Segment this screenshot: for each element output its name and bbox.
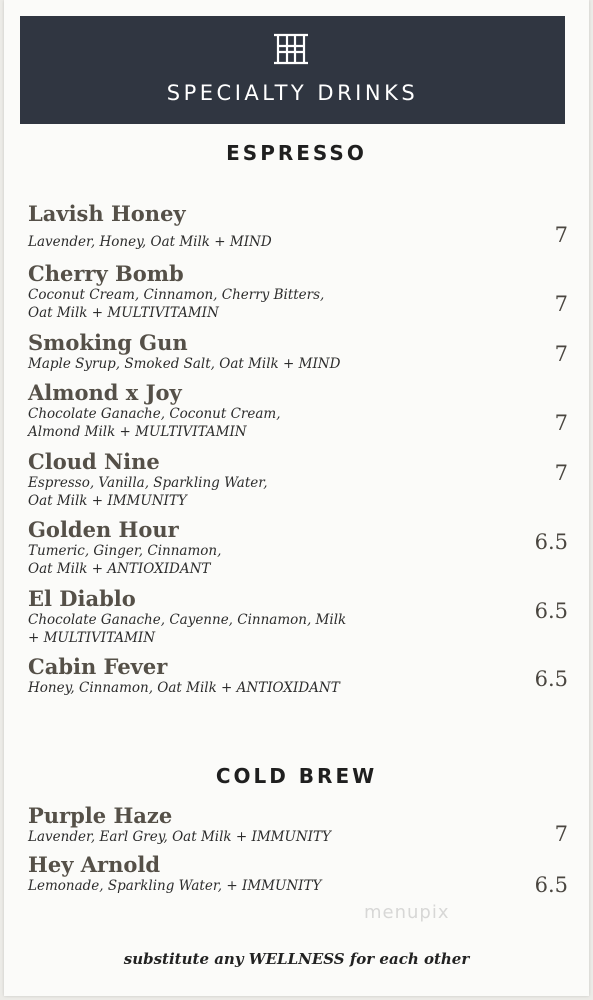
item-price: 6.5 <box>534 530 568 554</box>
section-title-cold-brew: COLD BREW <box>215 764 378 788</box>
item-description: Lavender, Earl Grey, Oat Milk + IMMUNITY <box>28 829 331 845</box>
menu-item <box>28 381 568 441</box>
item-description: Chocolate Ganache, Cayenne, Cinnamon, Milk <box>28 612 347 628</box>
item-price: 6.5 <box>534 667 568 691</box>
item-price: 6.5 <box>534 873 568 897</box>
footer-note: substitute any WELLNESS for each other <box>123 950 470 968</box>
menu-item <box>28 655 568 697</box>
item-price: 6.5 <box>534 599 568 623</box>
menu-item <box>28 262 568 322</box>
item-description: Tumeric, Ginger, Cinnamon, <box>28 543 222 559</box>
item-description: + MULTIVITAMIN <box>28 630 156 646</box>
menu-card <box>4 0 589 996</box>
item-price: 7 <box>554 342 568 366</box>
item-description: Oat Milk + ANTIOXIDANT <box>28 561 211 577</box>
menu-item <box>28 202 568 251</box>
item-description: Almond Milk + MULTIVITAMIN <box>28 424 247 440</box>
item-price: 7 <box>554 822 568 846</box>
item-description: Chocolate Ganache, Coconut Cream, <box>28 406 281 422</box>
item-price: 7 <box>554 411 568 435</box>
menu-item <box>28 804 568 846</box>
item-price: 7 <box>554 292 568 316</box>
item-price: 7 <box>554 461 568 485</box>
item-name: El Diablo <box>28 586 136 611</box>
item-description: Lemonade, Sparkling Water, + IMMUNITY <box>28 878 322 894</box>
item-name: Smoking Gun <box>28 330 188 355</box>
item-name: Purple Haze <box>28 803 173 828</box>
item-name: Cloud Nine <box>28 449 160 474</box>
interlocked-h-monogram-icon <box>271 32 311 66</box>
item-description: Honey, Cinnamon, Oat Milk + ANTIOXIDANT <box>28 680 340 696</box>
item-name: Hey Arnold <box>28 852 161 877</box>
item-name: Cherry Bomb <box>28 261 184 286</box>
menu-header <box>20 16 565 124</box>
item-name: Almond x Joy <box>28 380 182 405</box>
item-name: Cabin Fever <box>28 654 168 679</box>
watermark: menupix <box>364 902 450 923</box>
item-name: Lavish Honey <box>28 201 186 226</box>
menu-title: SPECIALTY DRINKS <box>166 81 419 105</box>
item-description: Oat Milk + MULTIVITAMIN <box>28 305 219 321</box>
menu-item <box>28 587 568 647</box>
item-name: Golden Hour <box>28 517 179 542</box>
section-title-espresso: ESPRESSO <box>226 141 367 165</box>
menu-item <box>28 853 568 895</box>
item-description: Coconut Cream, Cinnamon, Cherry Bitters, <box>28 287 325 303</box>
menu-item <box>28 331 568 373</box>
item-description: Lavender, Honey, Oat Milk + MIND <box>28 234 272 250</box>
item-description: Maple Syrup, Smoked Salt, Oat Milk + MIND <box>28 356 341 372</box>
item-description: Oat Milk + IMMUNITY <box>28 493 187 509</box>
menu-item <box>28 518 568 578</box>
item-description: Espresso, Vanilla, Sparkling Water, <box>28 475 268 491</box>
menu-item <box>28 450 568 510</box>
item-price: 7 <box>554 223 568 247</box>
